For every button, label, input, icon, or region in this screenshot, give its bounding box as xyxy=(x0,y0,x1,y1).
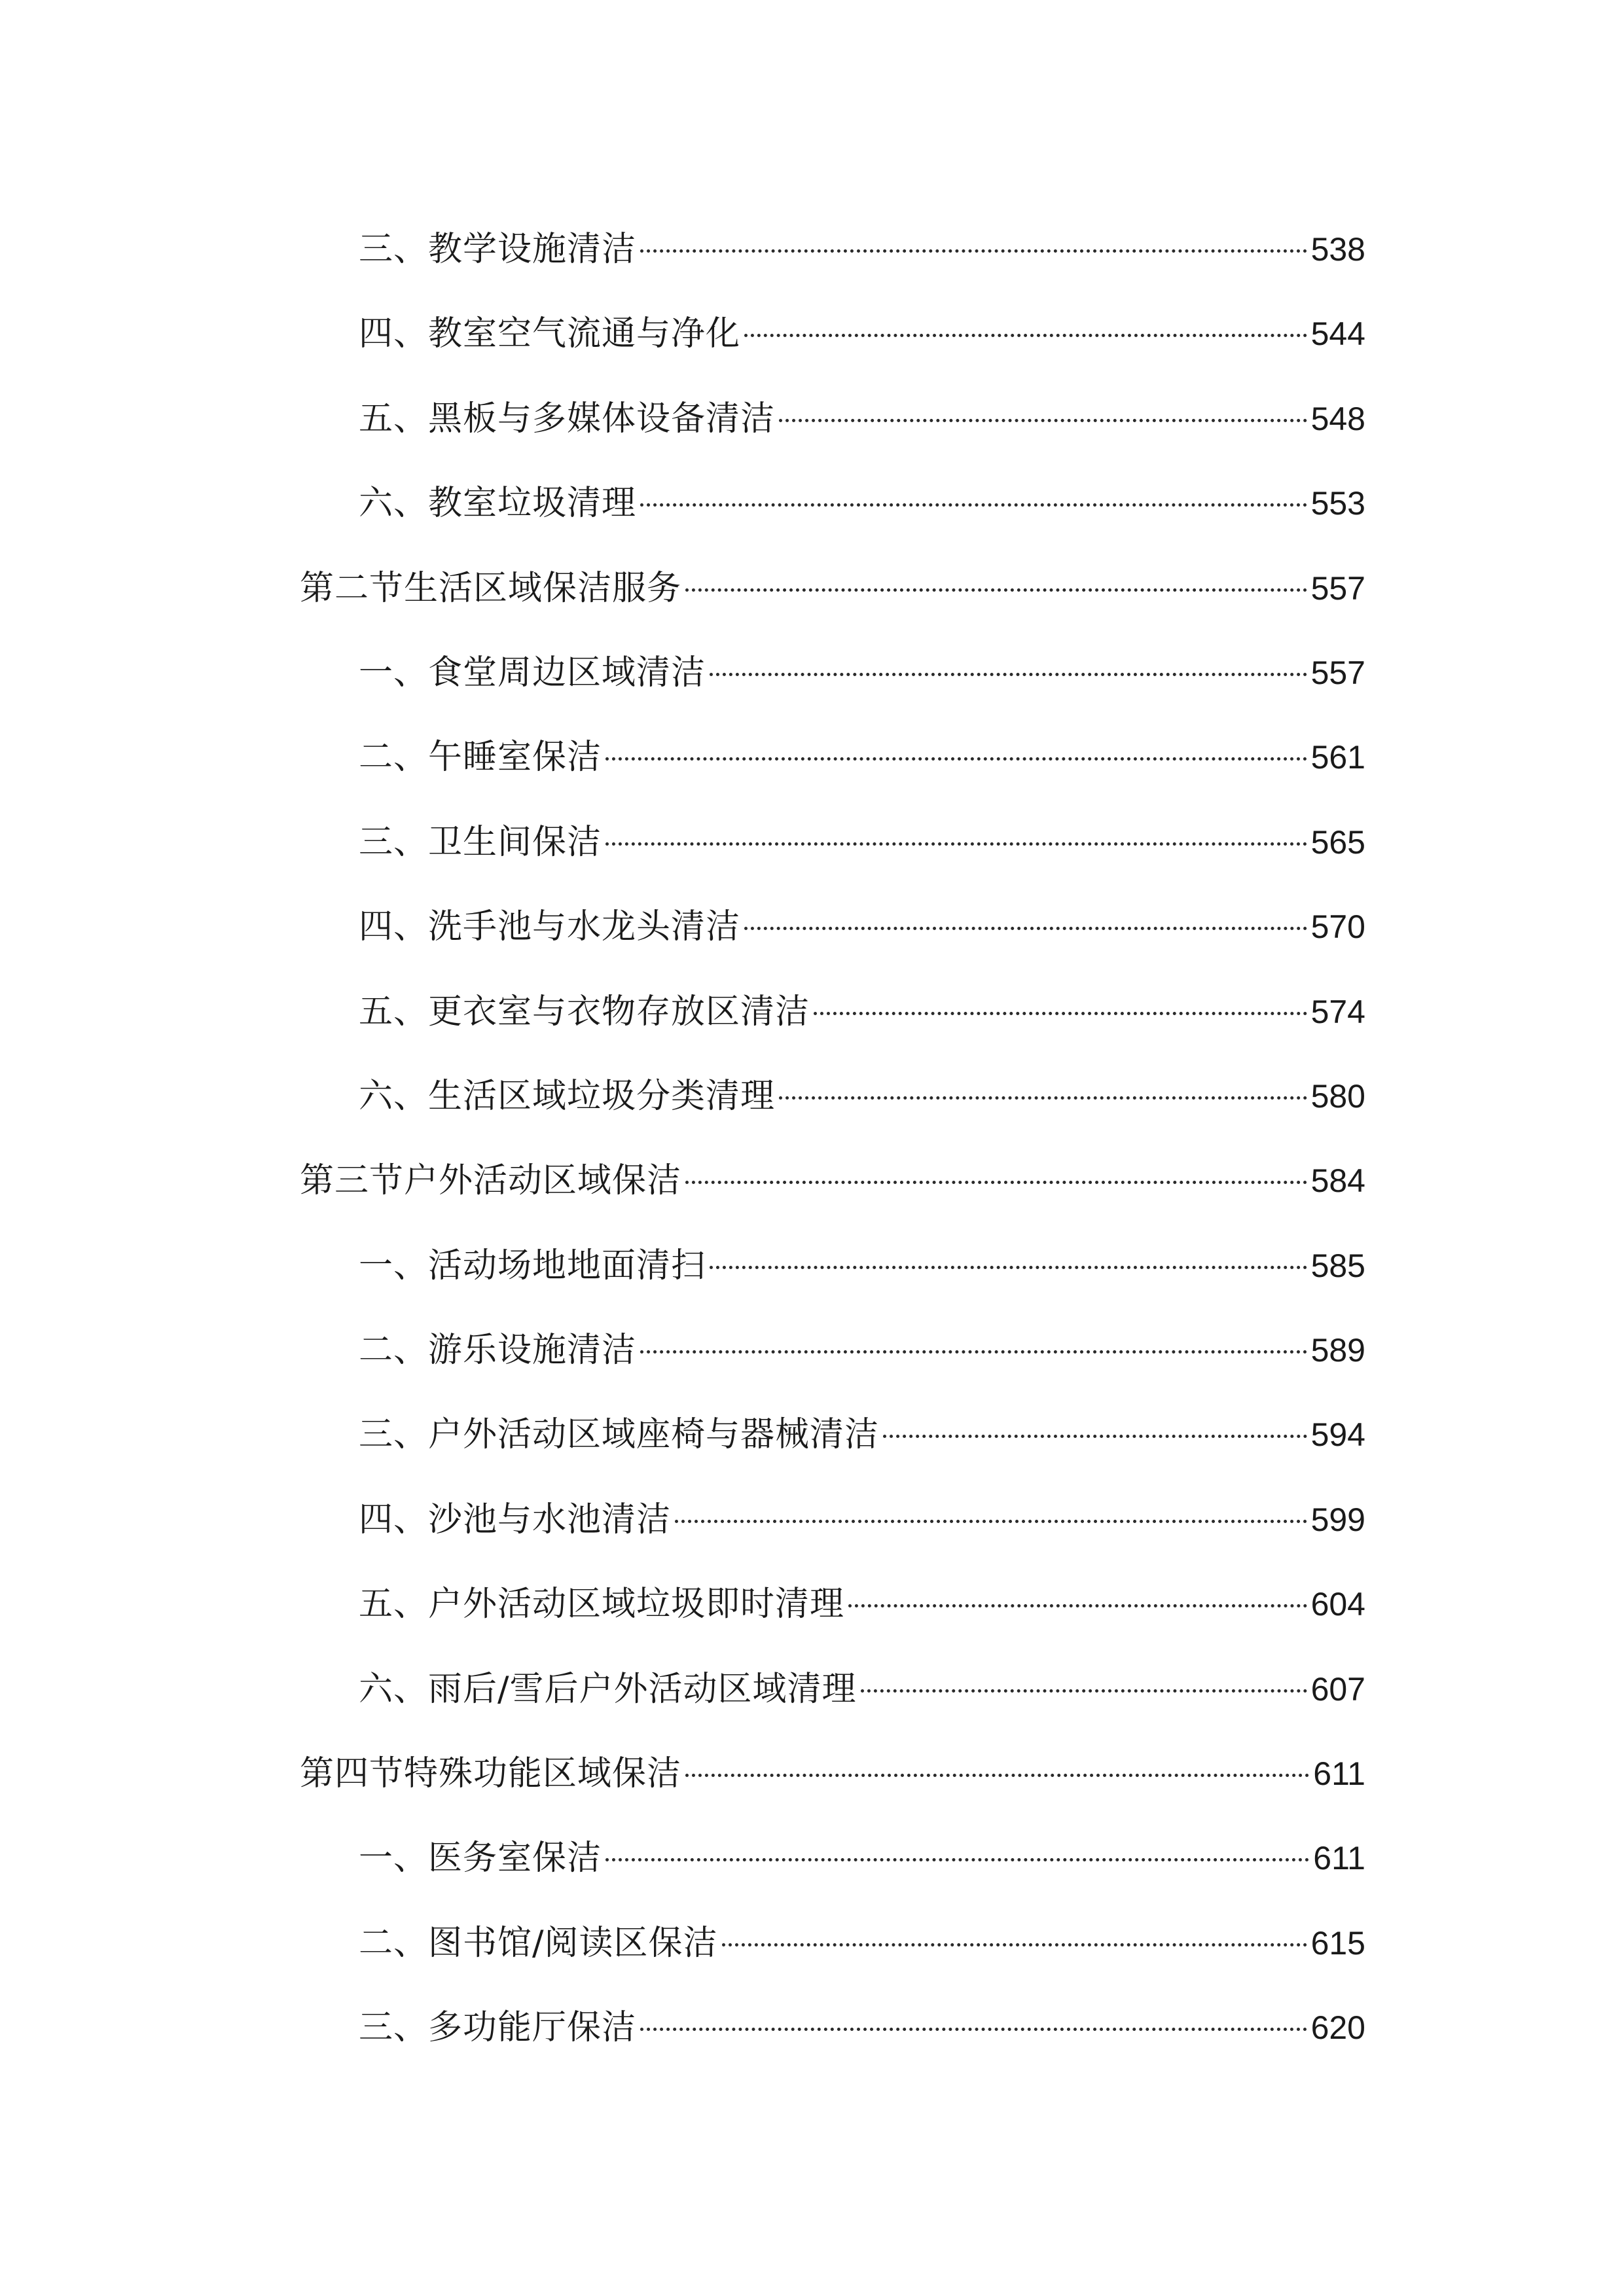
toc-entry[interactable] xyxy=(300,1647,1365,1732)
toc-entry-title: 二、午睡室保洁 xyxy=(359,738,602,778)
toc-page-number: 607 xyxy=(1310,1670,1365,1708)
toc-entry[interactable] xyxy=(300,970,1365,1054)
toc-page-number: 615 xyxy=(1310,1924,1365,1962)
toc-entry-title: 二、游乐设施清洁 xyxy=(359,1331,637,1371)
toc-entry[interactable] xyxy=(300,715,1365,800)
toc-page-number: 561 xyxy=(1310,739,1365,776)
toc-entry-title: 三、教学设施清洁 xyxy=(359,230,637,269)
toc-page-number: 548 xyxy=(1310,400,1365,437)
toc-dot-leader xyxy=(685,1774,1309,1777)
toc-dot-leader xyxy=(744,927,1307,930)
toc-entry-title: 五、更衣室与衣物存放区清洁 xyxy=(359,992,810,1031)
toc-entry-title: 三、多功能厅保洁 xyxy=(359,2008,637,2048)
toc-page-number: 589 xyxy=(1310,1332,1365,1369)
toc-entry-title: 六、教室垃圾清理 xyxy=(359,484,637,524)
toc-page-number: 604 xyxy=(1310,1586,1365,1623)
toc-entry[interactable] xyxy=(300,631,1365,715)
toc-entry[interactable] xyxy=(300,1224,1365,1308)
toc-dot-leader xyxy=(685,1181,1307,1184)
toc-entry[interactable] xyxy=(300,1986,1365,2070)
toc-entry-title: 三、卫生间保洁 xyxy=(359,822,602,862)
toc-entry[interactable] xyxy=(300,1816,1365,1901)
toc-entry[interactable] xyxy=(300,1478,1365,1562)
toc-entry-title: 四、教室空气流通与净化 xyxy=(359,314,741,354)
toc-page-number: 557 xyxy=(1310,654,1365,691)
toc-section-entry[interactable] xyxy=(300,1139,1365,1223)
toc-dot-leader xyxy=(848,1604,1307,1607)
toc-entry[interactable] xyxy=(300,1393,1365,1477)
toc-page-number: 599 xyxy=(1310,1501,1365,1538)
toc-entry[interactable] xyxy=(300,377,1365,461)
toc-entry[interactable] xyxy=(300,1901,1365,1986)
toc-entry[interactable] xyxy=(300,1054,1365,1139)
toc-page-number: 544 xyxy=(1310,315,1365,353)
toc-page-number: 553 xyxy=(1310,485,1365,522)
toc-page-number: 620 xyxy=(1310,2009,1365,2047)
toc-dot-leader xyxy=(640,503,1307,507)
toc-page-number: 611 xyxy=(1313,1755,1365,1793)
toc-page-number: 594 xyxy=(1310,1416,1365,1454)
toc-page-number: 557 xyxy=(1310,569,1365,607)
toc-entry-title: 四、洗手池与水龙头清洁 xyxy=(359,907,741,947)
toc-section-entry[interactable] xyxy=(300,547,1365,631)
toc-page-number: 570 xyxy=(1310,908,1365,946)
toc-dot-leader xyxy=(605,842,1307,846)
toc-dot-leader xyxy=(675,1520,1307,1523)
toc-entry-title: 一、食堂周边区域清洁 xyxy=(359,653,706,692)
toc-dot-leader xyxy=(605,757,1307,761)
toc-dot-leader xyxy=(605,1858,1309,1861)
toc-entry[interactable] xyxy=(300,1562,1365,1647)
toc-page-number: 538 xyxy=(1310,231,1365,268)
toc-page-number: 611 xyxy=(1313,1840,1365,1877)
toc-entry-title: 一、活动场地地面清扫 xyxy=(359,1246,706,1285)
toc-page-number: 580 xyxy=(1310,1077,1365,1115)
toc-dot-leader xyxy=(722,1943,1307,1946)
toc-entry[interactable] xyxy=(300,800,1365,885)
toc-dot-leader xyxy=(779,1096,1307,1100)
toc-entry-title: 六、生活区域垃圾分类清理 xyxy=(359,1076,776,1116)
toc-section-entry[interactable] xyxy=(300,1732,1365,1816)
toc-entry-title: 五、户外活动区域垃圾即时清理 xyxy=(359,1585,845,1624)
toc-entry[interactable] xyxy=(300,292,1365,376)
toc-dot-leader xyxy=(779,419,1307,422)
toc-entry[interactable] xyxy=(300,461,1365,546)
toc-entry[interactable] xyxy=(300,207,1365,292)
toc-page-number: 585 xyxy=(1310,1247,1365,1284)
toc-dot-leader xyxy=(685,588,1307,592)
toc-entry-title: 一、医务室保洁 xyxy=(359,1839,602,1878)
toc-dot-leader xyxy=(640,2028,1307,2031)
toc-section-title: 第四节特殊功能区域保洁 xyxy=(300,1754,682,1794)
toc-page-number: 584 xyxy=(1310,1162,1365,1200)
toc-entry[interactable] xyxy=(300,885,1365,969)
toc-page-number: 565 xyxy=(1310,823,1365,861)
toc-dot-leader xyxy=(744,334,1307,337)
toc-entry-title: 六、雨后/雪后户外活动区域清理 xyxy=(359,1669,857,1709)
toc-section-title: 第三节户外活动区域保洁 xyxy=(300,1161,682,1201)
toc-entry-title: 二、图书馆/阅读区保洁 xyxy=(359,1923,718,1963)
table-of-contents xyxy=(300,207,1365,2071)
toc-entry[interactable] xyxy=(300,1308,1365,1393)
toc-dot-leader xyxy=(814,1012,1307,1015)
toc-dot-leader xyxy=(710,673,1307,676)
toc-entry-title: 五、黑板与多媒体设备清洁 xyxy=(359,399,776,439)
toc-entry-title: 三、户外活动区域座椅与器械清洁 xyxy=(359,1415,880,1455)
toc-dot-leader xyxy=(640,1350,1307,1354)
toc-dot-leader xyxy=(640,249,1307,253)
toc-dot-leader xyxy=(883,1435,1307,1438)
toc-page-number: 574 xyxy=(1310,993,1365,1030)
toc-dot-leader xyxy=(861,1689,1307,1693)
toc-section-title: 第二节生活区域保洁服务 xyxy=(300,568,682,608)
toc-dot-leader xyxy=(710,1266,1307,1269)
toc-entry-title: 四、沙池与水池清洁 xyxy=(359,1499,672,1539)
